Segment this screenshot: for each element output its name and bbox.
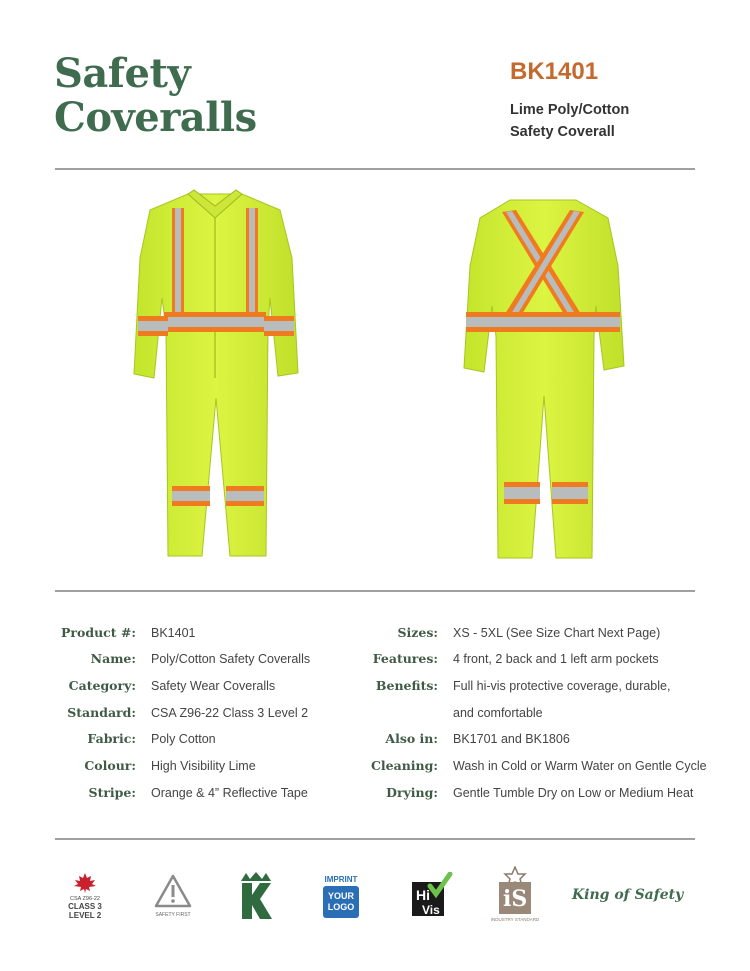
industry-standard-label: INDUSTRY STANDARD [490, 917, 540, 922]
spec-value: High Visibility Lime [151, 759, 256, 773]
spec-label: Colour: [84, 758, 136, 773]
imprint-your-label: YOUR [327, 890, 354, 901]
spec-label: Also in: [385, 731, 438, 746]
svg-text:Vis: Vis [422, 903, 440, 917]
safety-first-logo [148, 866, 198, 926]
spec-label: Standard: [67, 705, 136, 720]
maple-leaf-icon [73, 872, 97, 894]
warning-triangle-icon [154, 874, 192, 908]
csa-class3-logo [62, 866, 108, 926]
spec-value: Poly Cotton [151, 732, 216, 746]
csa-label: CSA Z96-22 [70, 896, 100, 902]
spec-label: Fabric: [87, 731, 136, 746]
svg-text:Hi: Hi [416, 887, 430, 903]
crown-k-icon [238, 871, 274, 921]
divider-bottom [55, 838, 695, 840]
spec-value: Safety Wear Coveralls [151, 679, 276, 693]
king-of-safety-brand: King of Safety [572, 887, 684, 903]
spec-value: 4 front, 2 back and 1 left arm pockets [453, 652, 659, 666]
spec-label: Category: [68, 678, 136, 693]
spec-label: Drying: [386, 785, 438, 800]
industry-standard-badge-icon [493, 866, 537, 916]
spec-label: Sizes: [397, 625, 438, 640]
spec-label: Cleaning: [370, 758, 438, 773]
spec-label: Product #: [61, 625, 136, 640]
product-code: BK1401 [510, 58, 599, 85]
coverall-back-image [458, 196, 628, 566]
hi-vis-check-icon [408, 872, 454, 920]
spec-label: Benefits: [375, 678, 438, 693]
divider-top [55, 168, 695, 170]
title-line-2: Coveralls [54, 94, 257, 141]
imprint-badge [323, 886, 359, 918]
coverall-front-image [130, 188, 300, 563]
subtitle-line-1: Lime Poly/Cotton [510, 102, 630, 118]
csa-level-label: LEVEL 2 [68, 911, 102, 920]
spec-value: CSA Z96-22 Class 3 Level 2 [151, 706, 309, 720]
spec-value: BK1401 [151, 626, 196, 640]
product-subtitle [510, 99, 690, 143]
spec-label: Name: [90, 651, 136, 666]
imprint-logo-label: LOGO [327, 901, 355, 912]
spec-label: Features: [372, 651, 438, 666]
spec-value: Wash in Cold or Warm Water on Gentle Cycle [453, 759, 707, 773]
king-k-logo [236, 866, 276, 926]
divider-middle [55, 590, 695, 592]
subtitle-line-2: Safety Coverall [510, 124, 615, 140]
spec-label: Stripe: [88, 785, 136, 800]
spec-value: XS - 5XL (See Size Chart Next Page) [453, 626, 661, 640]
svg-text:iS: iS [503, 886, 528, 912]
spec-value: Poly/Cotton Safety Coveralls [151, 652, 311, 666]
csa-class-label: CLASS 3 [68, 902, 102, 911]
spec-value: Orange & 4” Reflective Tape [151, 786, 308, 800]
industry-standard-logo [490, 862, 540, 926]
imprint-logo [320, 870, 362, 922]
spec-value: and comfortable [453, 706, 543, 720]
page-title [54, 52, 257, 140]
safety-first-label: SAFETY FIRST [155, 912, 191, 918]
imprint-label: IMPRINT [324, 874, 358, 884]
spec-value: Gentle Tumble Dry on Low or Medium Heat [453, 786, 694, 800]
spec-value: Full hi-vis protective coverage, durable, [453, 679, 671, 693]
spec-value: BK1701 and BK1806 [453, 732, 570, 746]
hi-vis-logo [406, 866, 456, 926]
title-line-1: Safety [54, 50, 191, 97]
